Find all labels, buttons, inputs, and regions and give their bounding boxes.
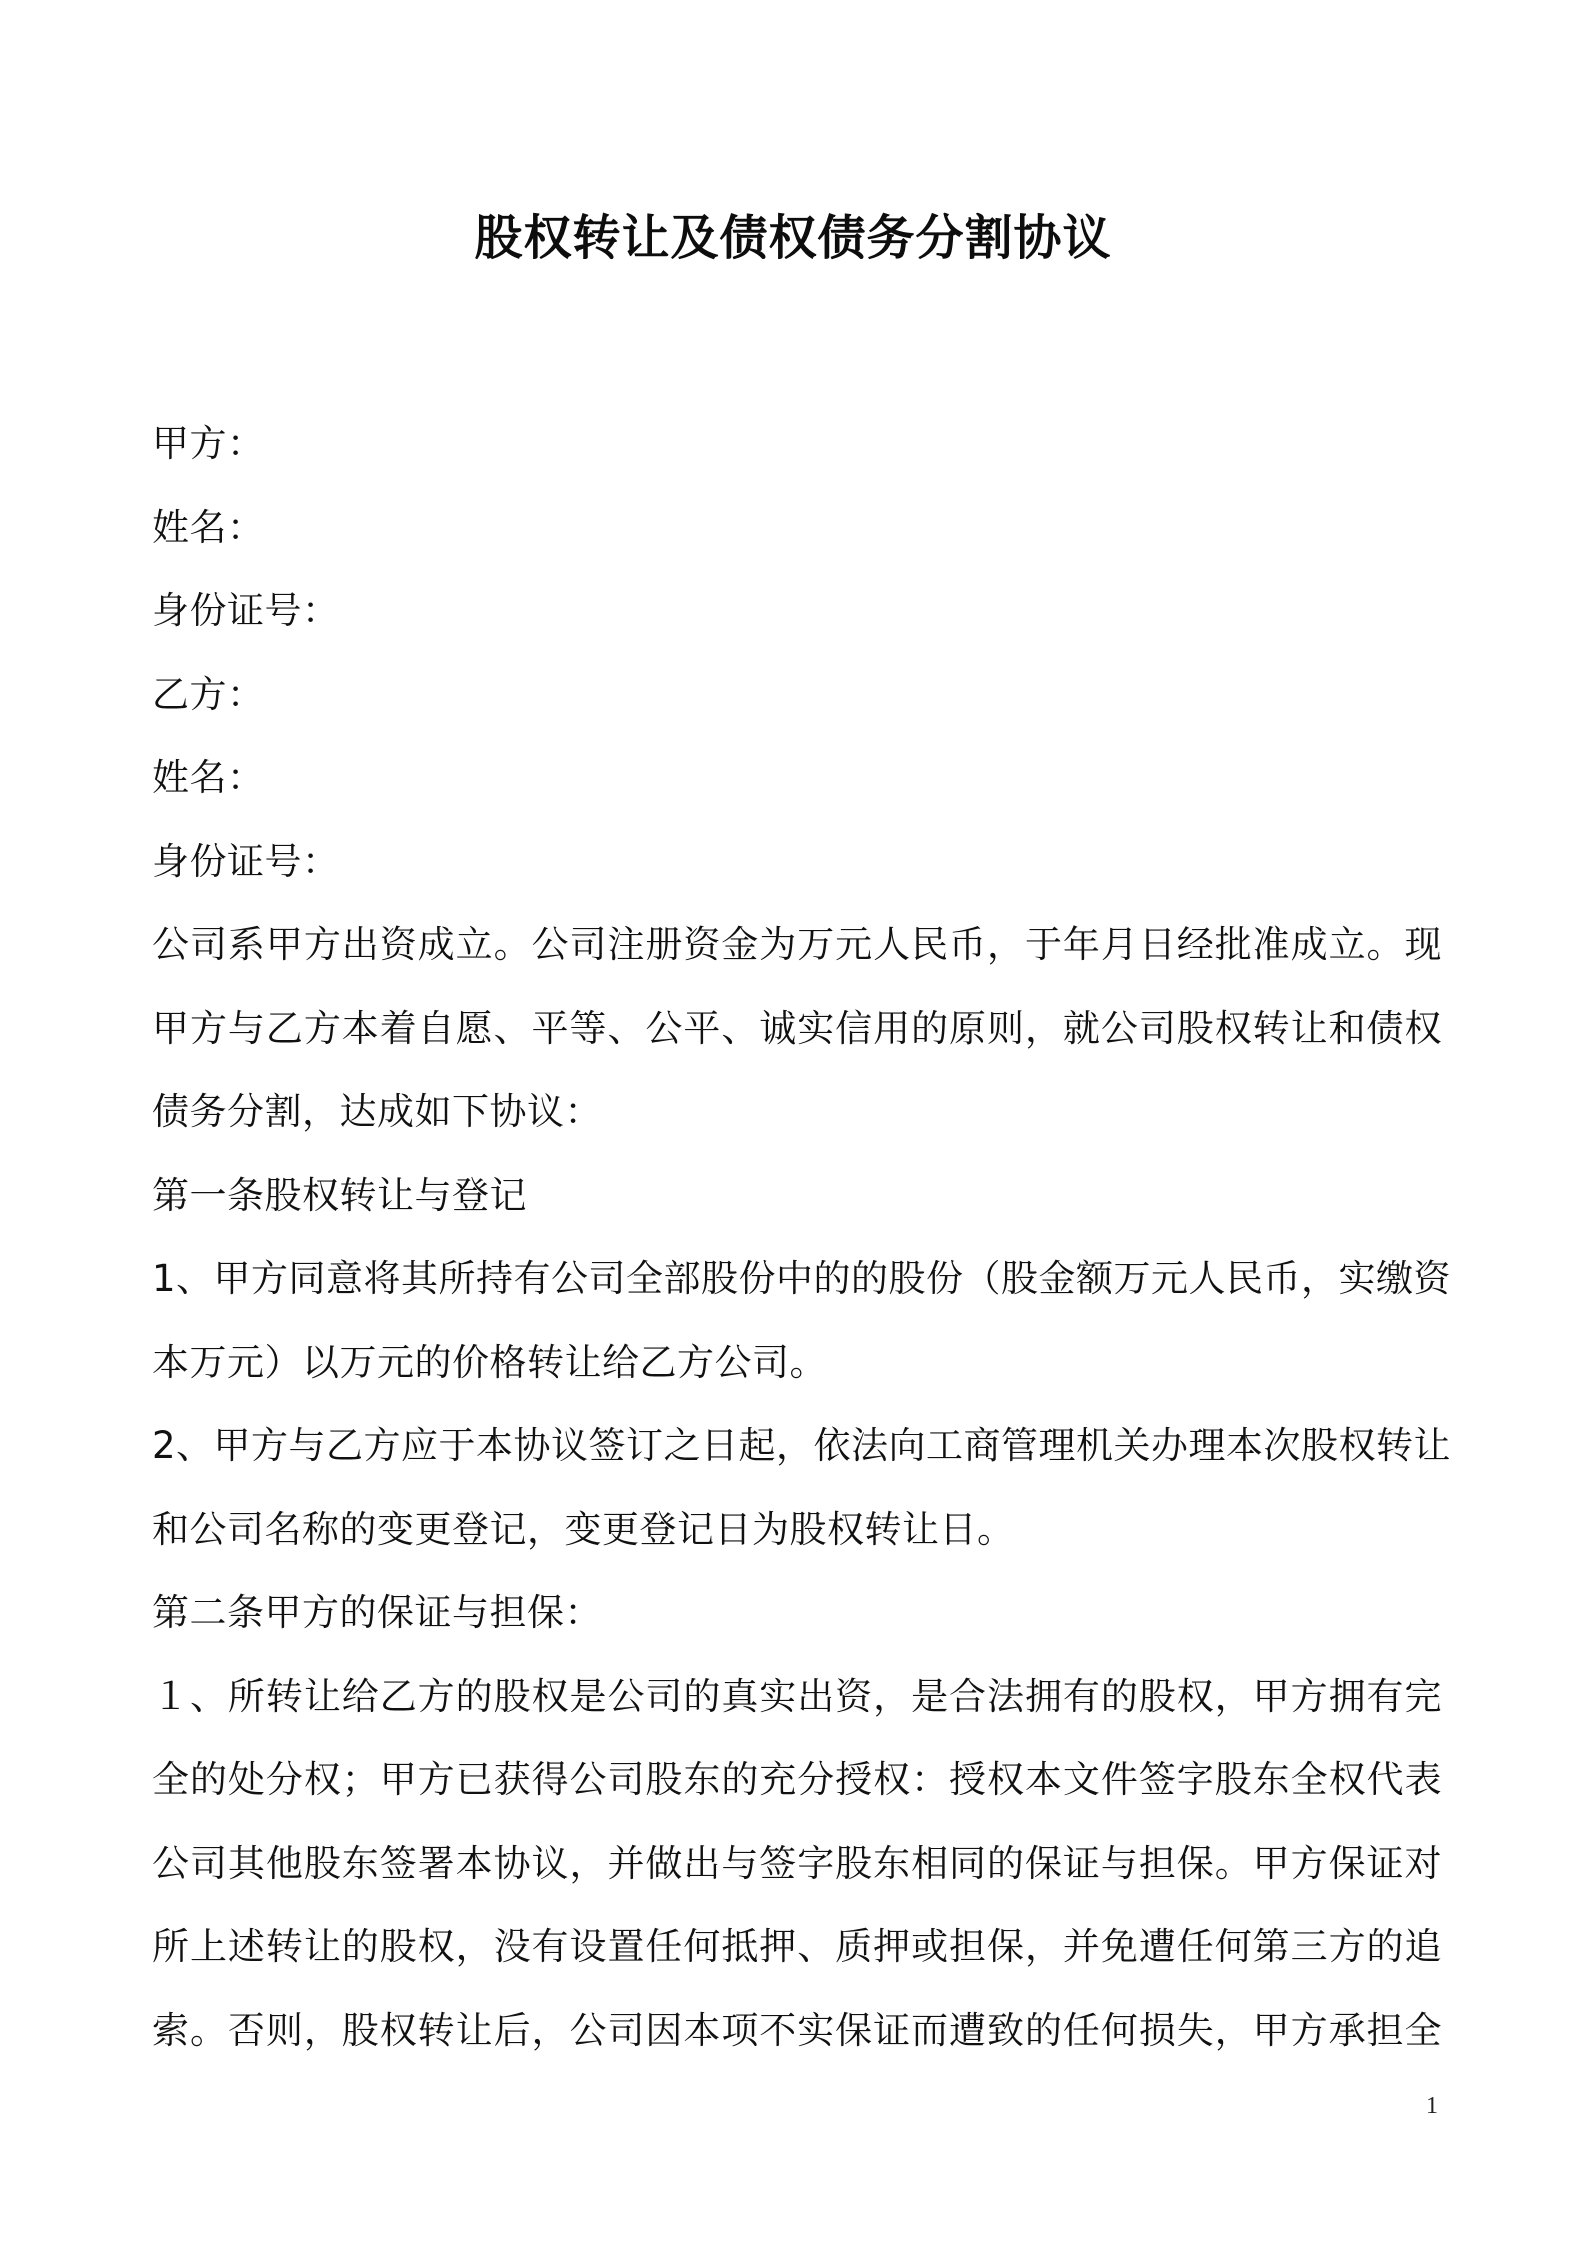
clause-line: 和公司名称的变更登记，变更登记日为股权转让日。 [152, 1507, 1015, 1551]
clause-line: 全的处分权；甲方已获得公司股东的充分授权：授权本文件签字股东全权代表 [152, 1758, 1442, 1801]
preamble-line: 甲方与乙方本着自愿、平等、公平、诚实信用的原则，就公司股权转让和债权 [152, 1006, 1442, 1050]
party-a-id-label: 身份证号： [152, 589, 340, 632]
party-a-name-label: 姓名： [152, 505, 265, 549]
document-body [152, 402, 1452, 2072]
clause-line: 1、甲方同意将其所持有公司全部股份中的的股份（股金额万元人民币，实缴资 [152, 1257, 1452, 1300]
article-heading: 第二条甲方的保证与担保： [152, 1591, 602, 1634]
preamble-line: 公司系甲方出资成立。公司注册资金为万元人民币，于年月日经批准成立。现 [152, 923, 1442, 966]
page-number: 1 [1426, 2093, 1438, 2119]
preamble-line: 债务分割，达成如下协议： [152, 1090, 602, 1133]
clause-line: １、所转让给乙方的股权是公司的真实出资，是合法拥有的股权，甲方拥有完 [152, 1674, 1442, 1718]
party-b-label: 乙方： [152, 672, 265, 716]
article-heading: 第一条股权转让与登记 [152, 1173, 527, 1217]
clause-line: 索。否则，股权转让后，公司因本项不实保证而遭致的任何损失，甲方承担全 [152, 2008, 1442, 2052]
party-b-id-label: 身份证号： [152, 839, 340, 883]
clause-line: 所上述转让的股权，没有设置任何抵押、质押或担保，并免遭任何第三方的追 [152, 1925, 1442, 1968]
clause-line: 本万元）以万元的价格转让给乙方公司。 [152, 1340, 827, 1384]
party-b-name-label: 姓名： [152, 756, 265, 799]
clause-line: 公司其他股东签署本协议，并做出与签字股东相同的保证与担保。甲方保证对 [152, 1841, 1442, 1885]
clause-line: 2、甲方与乙方应于本协议签订之日起，依法向工商管理机关办理本次股权转让 [152, 1424, 1452, 1467]
party-a-label: 甲方： [152, 422, 265, 465]
document-title: 股权转让及债权债务分割协议 [474, 210, 1112, 266]
